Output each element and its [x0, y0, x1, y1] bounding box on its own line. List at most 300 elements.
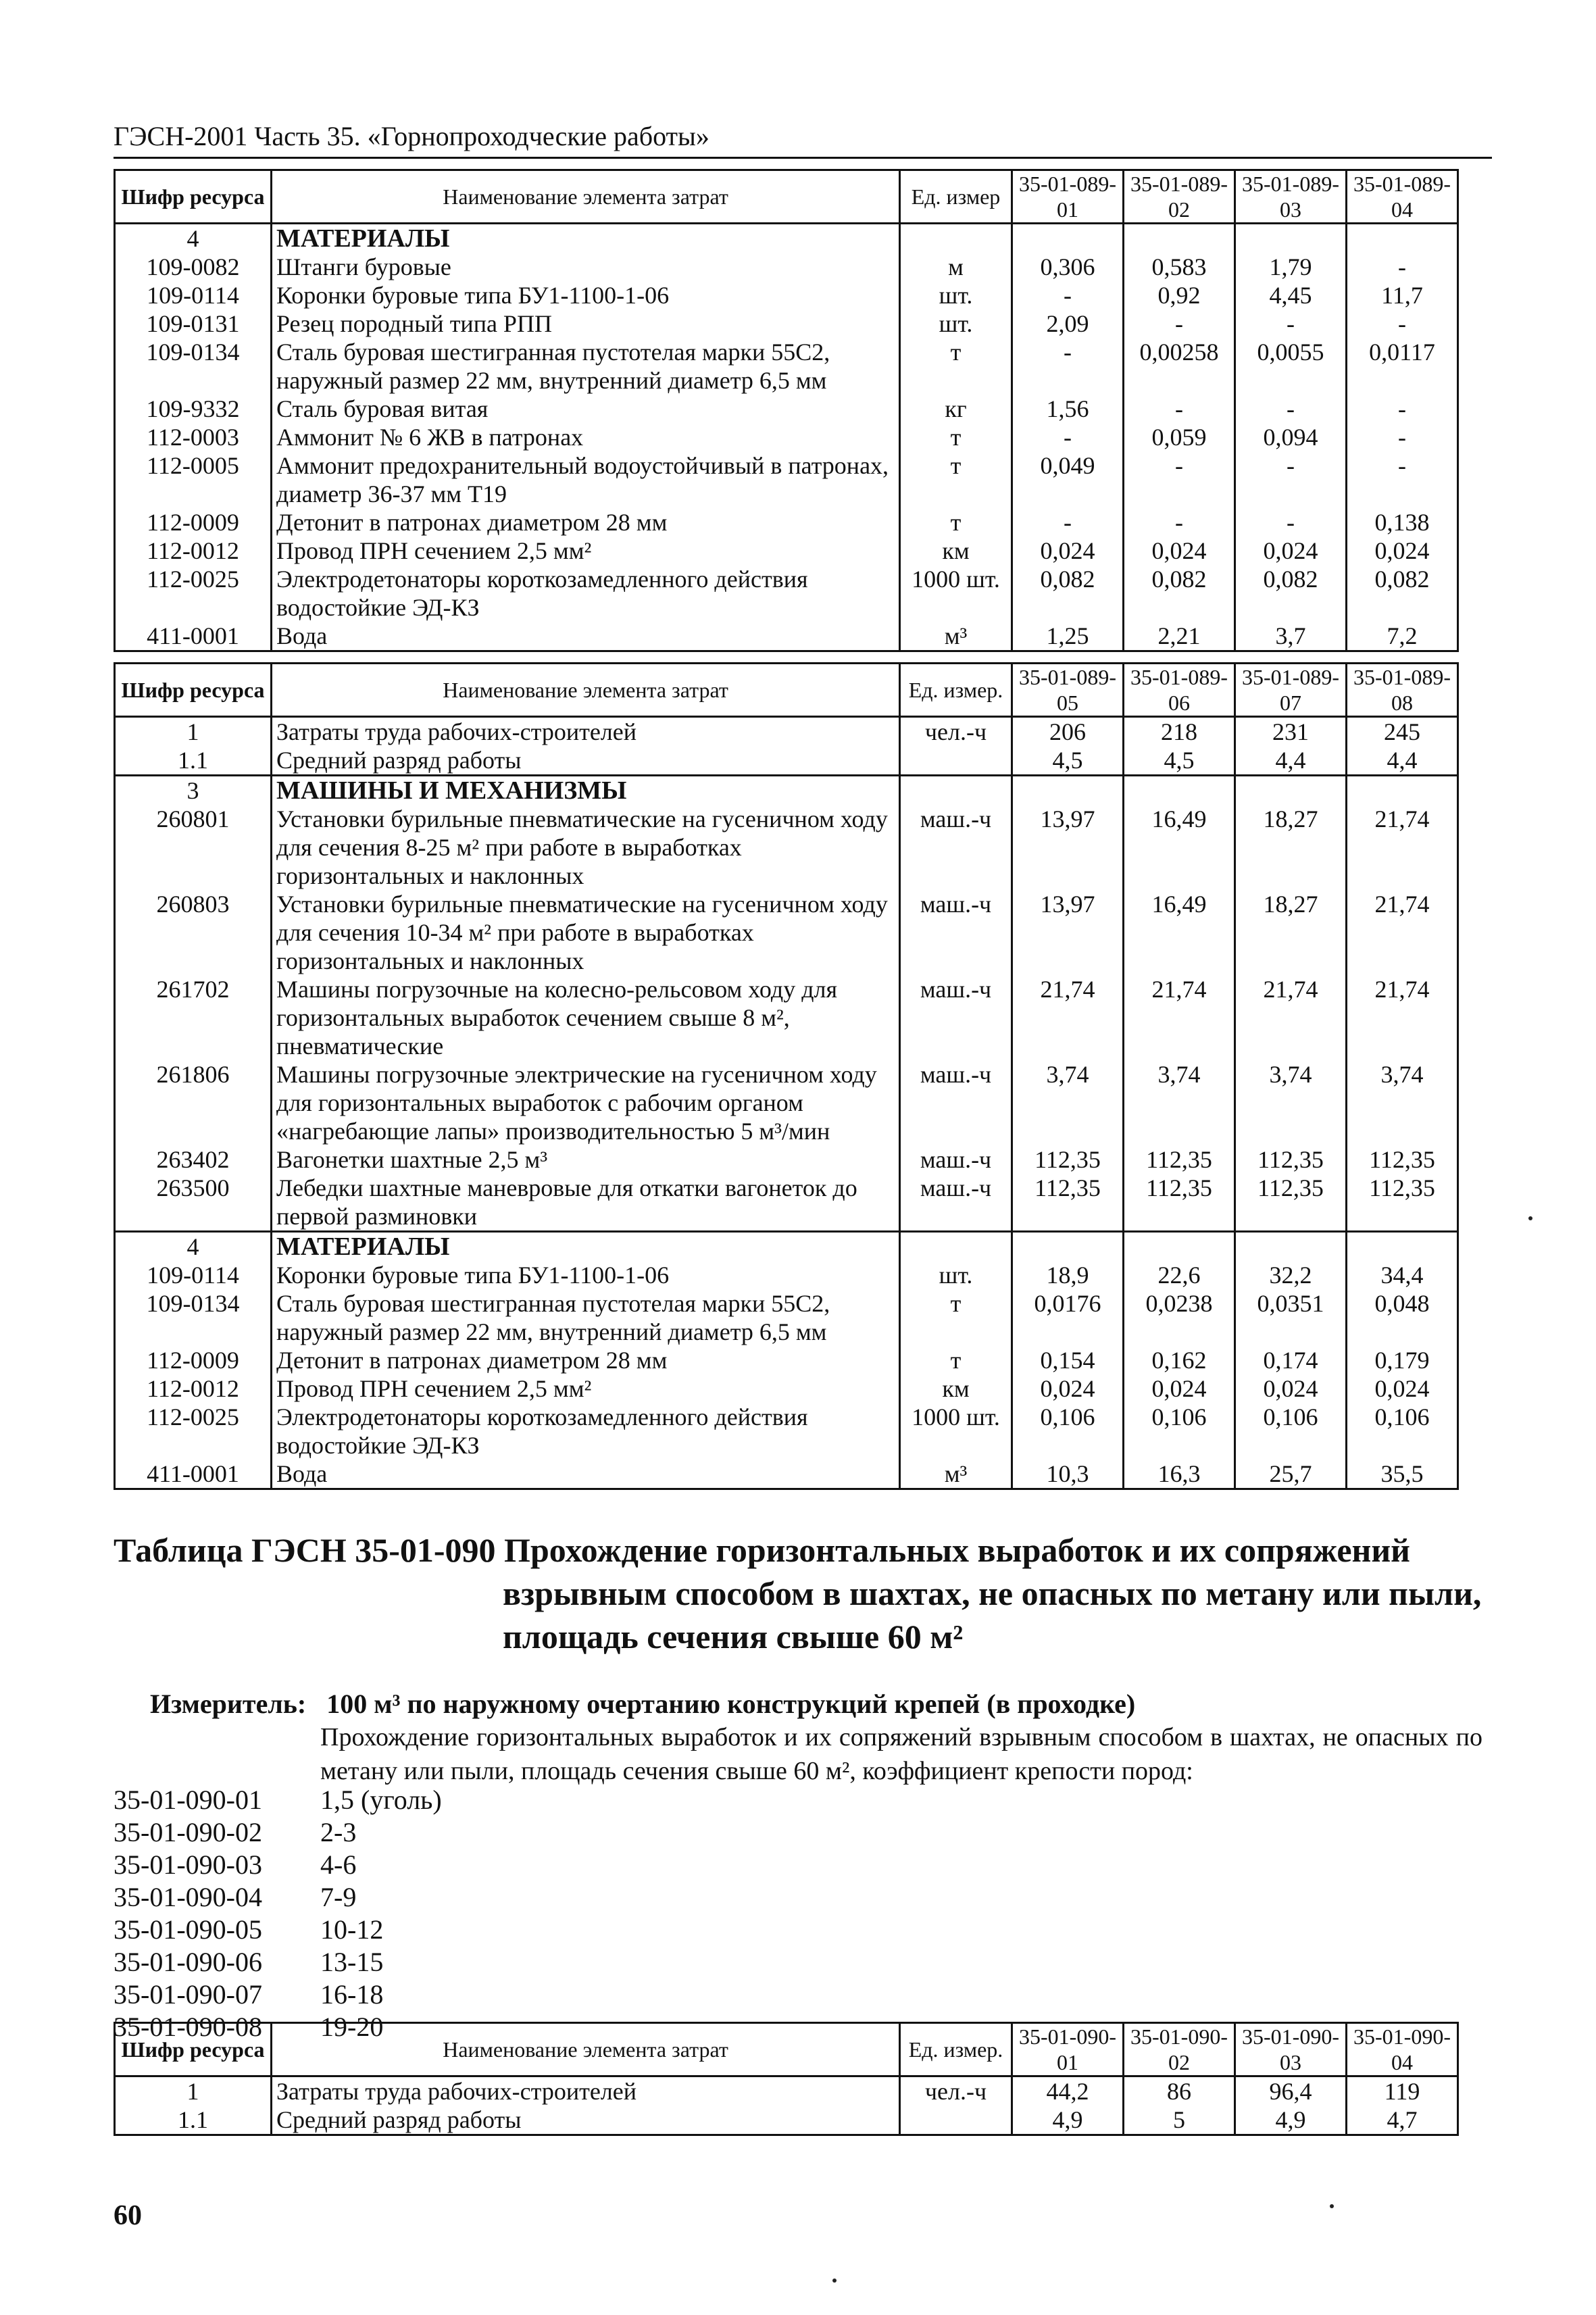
resource-code: 4: [115, 1232, 272, 1262]
unit-cell: т: [900, 423, 1012, 451]
resource-code: 112-0003: [115, 423, 272, 451]
page-header: ГЭСН-2001 Часть 35. «Горнопроходческие работы»: [114, 121, 709, 151]
value-cell: 21,74: [1347, 975, 1458, 1060]
table-row: [115, 537, 1458, 565]
resource-name: Детонит в патронах диаметром 28 мм: [272, 508, 900, 537]
value-cell: -: [1347, 451, 1458, 508]
unit-cell: м: [900, 253, 1012, 281]
value-cell: 1,79: [1235, 253, 1347, 281]
value-cell: [1012, 224, 1124, 253]
value-cell: [1347, 224, 1458, 253]
value-cell: 4,4: [1347, 746, 1458, 776]
unit-cell: м³: [900, 1460, 1012, 1489]
unit-cell: кг: [900, 395, 1012, 423]
unit-cell: км: [900, 537, 1012, 565]
table-title-line: взрывным способом в шахтах, не опасных по метану или пыли,: [503, 1574, 1482, 1612]
norm-code-value: 16-18: [320, 1979, 384, 2010]
resource-code: 1: [115, 717, 272, 747]
value-cell: [1012, 1232, 1124, 1262]
norm-code-list: [114, 1784, 442, 2043]
value-cell: -: [1012, 338, 1124, 395]
section-row: [115, 224, 1458, 253]
code-list-item: [114, 1978, 442, 2011]
unit-cell: т: [900, 508, 1012, 537]
section-heading: МАТЕРИАЛЫ: [272, 1232, 900, 1262]
col-header-norm: 35-01-089-03: [1235, 170, 1347, 224]
resource-name: Коронки буровые типа БУ1-1100-1-06: [272, 1261, 900, 1289]
value-cell: 112,35: [1124, 1174, 1235, 1232]
unit-cell: т: [900, 451, 1012, 508]
value-cell: [1235, 224, 1347, 253]
value-cell: 0,082: [1124, 565, 1235, 622]
value-cell: 21,74: [1235, 975, 1347, 1060]
resource-name: Установки бурильные пневматические на гусеничном ходу для сечения 8-25 м² при работе в выработках горизонтальных и наклонных: [272, 805, 900, 890]
resource-code: 1.1: [115, 2106, 272, 2135]
resource-name: Машины погрузочные на колесно-рельсовом ходу для горизонтальных выработок сечением свыше 8 м², пневматические: [272, 975, 900, 1060]
resource-name: Сталь буровая шестигранная пустотелая марки 55С2, наружный размер 22 мм, внутренний диаметр 6,5 мм: [272, 1289, 900, 1346]
value-cell: 4,7: [1347, 2106, 1458, 2135]
unit-cell: м³: [900, 622, 1012, 651]
col-header-norm: 35-01-089-07: [1235, 664, 1347, 717]
table-row: [115, 338, 1458, 395]
value-cell: 218: [1124, 717, 1235, 747]
code-list-item: [114, 1816, 442, 1849]
resource-code: 3: [115, 776, 272, 805]
unit-cell: шт.: [900, 309, 1012, 338]
resource-code: 1: [115, 2076, 272, 2106]
value-cell: 4,5: [1012, 746, 1124, 776]
resource-code: 109-0131: [115, 309, 272, 338]
value-cell: 0,154: [1012, 1346, 1124, 1374]
table-row: [115, 746, 1458, 776]
value-cell: 112,35: [1347, 1174, 1458, 1232]
code-list-item: [114, 1914, 442, 1946]
norm-code: 35-01-090-05: [114, 1914, 262, 1945]
scan-speck: [1528, 1216, 1532, 1220]
resource-code: 109-0134: [115, 1289, 272, 1346]
value-cell: [1124, 224, 1235, 253]
value-cell: 0,082: [1347, 565, 1458, 622]
table-header-row: [115, 170, 1458, 224]
value-cell: 21,74: [1347, 890, 1458, 975]
value-cell: 4,9: [1012, 2106, 1124, 2135]
unit-cell: [900, 746, 1012, 776]
value-cell: 0,024: [1124, 1374, 1235, 1403]
value-cell: [1124, 776, 1235, 805]
resource-name: Электродетонаторы короткозамедленного действия водостойкие ЭД-КЗ: [272, 1403, 900, 1460]
value-cell: 0,583: [1124, 253, 1235, 281]
unit-cell: 1000 шт.: [900, 1403, 1012, 1460]
value-cell: [1235, 776, 1347, 805]
value-cell: 2,21: [1124, 622, 1235, 651]
unit-cell: шт.: [900, 1261, 1012, 1289]
table-row: [115, 309, 1458, 338]
col-header-norm: 35-01-090-03: [1235, 2023, 1347, 2076]
col-header-norm: 35-01-090-02: [1124, 2023, 1235, 2076]
value-cell: 13,97: [1012, 890, 1124, 975]
resource-code: 112-0012: [115, 537, 272, 565]
value-cell: 0,174: [1235, 1346, 1347, 1374]
norm-code-value: 19-20: [320, 2012, 384, 2042]
value-cell: 112,35: [1012, 1145, 1124, 1174]
col-header-code: Шифр ресурса: [115, 170, 272, 224]
resource-code: 263500: [115, 1174, 272, 1232]
table-row: [115, 1346, 1458, 1374]
value-cell: 0,024: [1235, 537, 1347, 565]
value-cell: 245: [1347, 717, 1458, 747]
value-cell: 3,7: [1235, 622, 1347, 651]
value-cell: [1235, 1232, 1347, 1262]
resource-table-089-01-04: [114, 169, 1459, 652]
resource-code: 263402: [115, 1145, 272, 1174]
norm-code-value: 10-12: [320, 1914, 384, 1945]
table-header-row: [115, 2023, 1458, 2076]
value-cell: 21,74: [1124, 975, 1235, 1060]
value-cell: -: [1347, 423, 1458, 451]
resource-code: 112-0005: [115, 451, 272, 508]
resource-code: 109-0114: [115, 1261, 272, 1289]
resource-name: Детонит в патронах диаметром 28 мм: [272, 1346, 900, 1374]
table-row: [115, 423, 1458, 451]
col-header-name: Наименование элемента затрат: [272, 170, 900, 224]
col-header-norm: 35-01-089-06: [1124, 664, 1235, 717]
col-header-code: Шифр ресурса: [115, 2023, 272, 2076]
resource-name: Вода: [272, 622, 900, 651]
col-header-norm: 35-01-090-04: [1347, 2023, 1458, 2076]
value-cell: 0,162: [1124, 1346, 1235, 1374]
norm-code-value: 4-6: [320, 1849, 357, 1880]
value-cell: -: [1235, 309, 1347, 338]
value-cell: 0,0238: [1124, 1289, 1235, 1346]
meter-line: [150, 1688, 1501, 1720]
value-cell: 7,2: [1347, 622, 1458, 651]
col-header-code: Шифр ресурса: [115, 664, 272, 717]
table-row: [115, 1261, 1458, 1289]
value-cell: 0,059: [1124, 423, 1235, 451]
value-cell: 16,49: [1124, 805, 1235, 890]
norm-code-value: 13-15: [320, 1947, 384, 1977]
table-row: [115, 253, 1458, 281]
resource-name: Штанги буровые: [272, 253, 900, 281]
norm-code: 35-01-090-06: [114, 1947, 262, 1977]
value-cell: -: [1347, 395, 1458, 423]
table-row: [115, 1060, 1458, 1145]
unit-cell: маш.-ч: [900, 1174, 1012, 1232]
value-cell: 4,9: [1235, 2106, 1347, 2135]
table-row: [115, 451, 1458, 508]
table-header-row: [115, 664, 1458, 717]
value-cell: 0,106: [1012, 1403, 1124, 1460]
norm-description: Прохождение горизонтальных выработок и их сопряжений взрывным способом в шахтах, не опасных по метану или пыли, площадь сечения свыше 60 м², коэффициент крепости пород:: [320, 1723, 1482, 1785]
value-cell: 0,306: [1012, 253, 1124, 281]
resource-name: Установки бурильные пневматические на гусеничном ходу для сечения 10-34 м² при работе в выработках горизонтальных и наклонных: [272, 890, 900, 975]
value-cell: 0,024: [1012, 1374, 1124, 1403]
resource-code: 260803: [115, 890, 272, 975]
table-row: [115, 1174, 1458, 1232]
resource-name: Провод ПРН сечением 2,5 мм²: [272, 1374, 900, 1403]
value-cell: 11,7: [1347, 281, 1458, 309]
value-cell: 21,74: [1347, 805, 1458, 890]
resource-name: Машины погрузочные электрические на гусеничном ходу для горизонтальных выработок с рабочим органом «нагребающие лапы» производительностью 5 м³/мин: [272, 1060, 900, 1145]
resource-code: 109-0114: [115, 281, 272, 309]
section-row: [115, 1232, 1458, 1262]
resource-code: 112-0009: [115, 508, 272, 537]
resource-code: 112-0009: [115, 1346, 272, 1374]
resource-table-090-01-04: [114, 2022, 1459, 2136]
value-cell: 4,5: [1124, 746, 1235, 776]
value-cell: 0,0351: [1235, 1289, 1347, 1346]
value-cell: -: [1012, 423, 1124, 451]
value-cell: 86: [1124, 2076, 1235, 2106]
resource-name: Резец породный типа РПП: [272, 309, 900, 338]
resource-name: Затраты труда рабочих-строителей: [272, 717, 900, 747]
value-cell: -: [1124, 508, 1235, 537]
value-cell: 3,74: [1012, 1060, 1124, 1145]
unit-cell: маш.-ч: [900, 890, 1012, 975]
resource-code: 112-0025: [115, 1403, 272, 1460]
resource-code: 112-0025: [115, 565, 272, 622]
code-list-item: [114, 1849, 442, 1881]
resource-table-089-05-08: [114, 662, 1459, 1490]
resource-name: Электродетонаторы короткозамедленного действия водостойкие ЭД-КЗ: [272, 565, 900, 622]
resource-name: Средний разряд работы: [272, 746, 900, 776]
value-cell: 0,106: [1347, 1403, 1458, 1460]
value-cell: 18,27: [1235, 890, 1347, 975]
resource-code: 411-0001: [115, 1460, 272, 1489]
value-cell: 1,56: [1012, 395, 1124, 423]
col-header-norm: 35-01-089-02: [1124, 170, 1235, 224]
resource-name: Вода: [272, 1460, 900, 1489]
unit-cell: чел.-ч: [900, 2076, 1012, 2106]
resource-name: Аммонит № 6 ЖВ в патронах: [272, 423, 900, 451]
table-row: [115, 1403, 1458, 1460]
value-cell: 18,27: [1235, 805, 1347, 890]
table-row: [115, 1145, 1458, 1174]
unit-cell: 1000 шт.: [900, 565, 1012, 622]
value-cell: -: [1012, 281, 1124, 309]
unit-cell: т: [900, 338, 1012, 395]
value-cell: 34,4: [1347, 1261, 1458, 1289]
value-cell: 10,3: [1012, 1460, 1124, 1489]
header-rule: [114, 157, 1492, 159]
meter-label: Измеритель:: [150, 1689, 307, 1719]
table-title-line: площадь сечения свыше 60 м²: [503, 1618, 964, 1656]
value-cell: 0,92: [1124, 281, 1235, 309]
resource-name: Затраты труда рабочих-строителей: [272, 2076, 900, 2106]
col-header-unit: Ед. измер: [900, 170, 1012, 224]
resource-code: 112-0012: [115, 1374, 272, 1403]
value-cell: 35,5: [1347, 1460, 1458, 1489]
resource-name: Лебедки шахтные маневровые для откатки вагонеток до первой разминовки: [272, 1174, 900, 1232]
value-cell: 0,048: [1347, 1289, 1458, 1346]
table-row: [115, 2076, 1458, 2106]
value-cell: -: [1124, 309, 1235, 338]
value-cell: 0,024: [1124, 537, 1235, 565]
code-list-item: [114, 1946, 442, 1978]
col-header-norm: 35-01-089-05: [1012, 664, 1124, 717]
value-cell: -: [1347, 253, 1458, 281]
norm-code: 35-01-090-07: [114, 1979, 262, 2010]
table-row: [115, 622, 1458, 651]
unit-cell: маш.-ч: [900, 805, 1012, 890]
unit-cell: маш.-ч: [900, 1145, 1012, 1174]
unit-cell: [900, 1232, 1012, 1262]
value-cell: 0,0055: [1235, 338, 1347, 395]
value-cell: 0,024: [1347, 537, 1458, 565]
resource-code: 1.1: [115, 746, 272, 776]
section-heading: МАТЕРИАЛЫ: [272, 224, 900, 253]
value-cell: 112,35: [1347, 1145, 1458, 1174]
section-row: [115, 776, 1458, 805]
resource-code: 109-0134: [115, 338, 272, 395]
resource-name: Провод ПРН сечением 2,5 мм²: [272, 537, 900, 565]
norm-code-value: 1,5 (уголь): [320, 1785, 442, 1815]
norm-code: 35-01-090-01: [114, 1785, 262, 1815]
value-cell: 16,3: [1124, 1460, 1235, 1489]
unit-cell: чел.-ч: [900, 717, 1012, 747]
value-cell: 0,00258: [1124, 338, 1235, 395]
unit-cell: [900, 776, 1012, 805]
value-cell: 1,25: [1012, 622, 1124, 651]
value-cell: 44,2: [1012, 2076, 1124, 2106]
unit-cell: т: [900, 1346, 1012, 1374]
value-cell: 3,74: [1124, 1060, 1235, 1145]
norm-code-value: 2-3: [320, 1817, 357, 1847]
scan-speck: [832, 2279, 837, 2283]
table-row: [115, 1460, 1458, 1489]
value-cell: [1012, 776, 1124, 805]
norm-code: 35-01-090-03: [114, 1849, 262, 1880]
table-row: [115, 1374, 1458, 1403]
value-cell: 112,35: [1124, 1145, 1235, 1174]
value-cell: 0,082: [1012, 565, 1124, 622]
norm-code-value: 7-9: [320, 1882, 357, 1912]
page-number: 60: [114, 2200, 142, 2231]
table-row: [115, 1289, 1458, 1346]
value-cell: 0,0176: [1012, 1289, 1124, 1346]
value-cell: 112,35: [1012, 1174, 1124, 1232]
unit-cell: [900, 2106, 1012, 2135]
table-row: [115, 565, 1458, 622]
resource-code: 109-9332: [115, 395, 272, 423]
table-row: [115, 395, 1458, 423]
unit-cell: шт.: [900, 281, 1012, 309]
col-header-name: Наименование элемента затрат: [272, 664, 900, 717]
value-cell: -: [1012, 508, 1124, 537]
value-cell: [1347, 776, 1458, 805]
value-cell: 0,024: [1012, 537, 1124, 565]
value-cell: 2,09: [1012, 309, 1124, 338]
resource-name: Сталь буровая витая: [272, 395, 900, 423]
code-list-item: [114, 1881, 442, 1914]
value-cell: 0,179: [1347, 1346, 1458, 1374]
value-cell: 16,49: [1124, 890, 1235, 975]
table-row: [115, 281, 1458, 309]
value-cell: -: [1235, 508, 1347, 537]
value-cell: 0,082: [1235, 565, 1347, 622]
value-cell: -: [1124, 395, 1235, 423]
col-header-unit: Ед. измер.: [900, 2023, 1012, 2076]
table-row: [115, 508, 1458, 537]
value-cell: 112,35: [1235, 1174, 1347, 1232]
norm-code: 35-01-090-04: [114, 1882, 262, 1912]
unit-cell: маш.-ч: [900, 1060, 1012, 1145]
value-cell: -: [1124, 451, 1235, 508]
value-cell: 3,74: [1235, 1060, 1347, 1145]
value-cell: 0,106: [1235, 1403, 1347, 1460]
col-header-norm: 35-01-089-04: [1347, 170, 1458, 224]
resource-code: 260801: [115, 805, 272, 890]
table-row: [115, 2106, 1458, 2135]
value-cell: 21,74: [1012, 975, 1124, 1060]
table-row: [115, 805, 1458, 890]
value-cell: -: [1347, 309, 1458, 338]
unit-cell: км: [900, 1374, 1012, 1403]
norm-code: 35-01-090-02: [114, 1817, 262, 1847]
resource-code: 411-0001: [115, 622, 272, 651]
table-title: [114, 1528, 1505, 1658]
resource-code: 4: [115, 224, 272, 253]
value-cell: 25,7: [1235, 1460, 1347, 1489]
value-cell: 18,9: [1012, 1261, 1124, 1289]
value-cell: 0,024: [1347, 1374, 1458, 1403]
value-cell: 0,024: [1235, 1374, 1347, 1403]
value-cell: 0,138: [1347, 508, 1458, 537]
col-header-name: Наименование элемента затрат: [272, 2023, 900, 2076]
value-cell: 206: [1012, 717, 1124, 747]
value-cell: 4,4: [1235, 746, 1347, 776]
resource-code: 261702: [115, 975, 272, 1060]
meter-value: 100 м³ по наружному очертанию конструкций крепей (в проходке): [326, 1689, 1136, 1719]
unit-cell: маш.-ч: [900, 975, 1012, 1060]
col-header-unit: Ед. измер.: [900, 664, 1012, 717]
table-title-line: Таблица ГЭСН 35-01-090 Прохождение горизонтальных выработок и их сопряжений: [114, 1531, 1410, 1569]
value-cell: 0,094: [1235, 423, 1347, 451]
code-list-item: [114, 1784, 442, 1816]
value-cell: 32,2: [1235, 1261, 1347, 1289]
value-cell: 0,106: [1124, 1403, 1235, 1460]
resource-code: 109-0082: [115, 253, 272, 281]
value-cell: 231: [1235, 717, 1347, 747]
value-cell: 5: [1124, 2106, 1235, 2135]
col-header-norm: 35-01-089-08: [1347, 664, 1458, 717]
value-cell: 0,0117: [1347, 338, 1458, 395]
resource-name: Аммонит предохранительный водоустойчивый в патронах, диаметр 36-37 мм Т19: [272, 451, 900, 508]
value-cell: [1347, 1232, 1458, 1262]
scan-speck: [1330, 2204, 1334, 2208]
resource-code: 261806: [115, 1060, 272, 1145]
value-cell: 0,049: [1012, 451, 1124, 508]
table-row: [115, 890, 1458, 975]
resource-name: Вагонетки шахтные 2,5 м³: [272, 1145, 900, 1174]
unit-cell: [900, 224, 1012, 253]
value-cell: 13,97: [1012, 805, 1124, 890]
col-header-norm: 35-01-090-01: [1012, 2023, 1124, 2076]
unit-cell: т: [900, 1289, 1012, 1346]
table-row: [115, 975, 1458, 1060]
value-cell: 22,6: [1124, 1261, 1235, 1289]
value-cell: 119: [1347, 2076, 1458, 2106]
value-cell: 3,74: [1347, 1060, 1458, 1145]
value-cell: 112,35: [1235, 1145, 1347, 1174]
resource-name: Средний разряд работы: [272, 2106, 900, 2135]
col-header-norm: 35-01-089-01: [1012, 170, 1124, 224]
value-cell: 96,4: [1235, 2076, 1347, 2106]
value-cell: 4,45: [1235, 281, 1347, 309]
section-heading: МАШИНЫ И МЕХАНИЗМЫ: [272, 776, 900, 805]
value-cell: -: [1235, 451, 1347, 508]
value-cell: [1124, 1232, 1235, 1262]
